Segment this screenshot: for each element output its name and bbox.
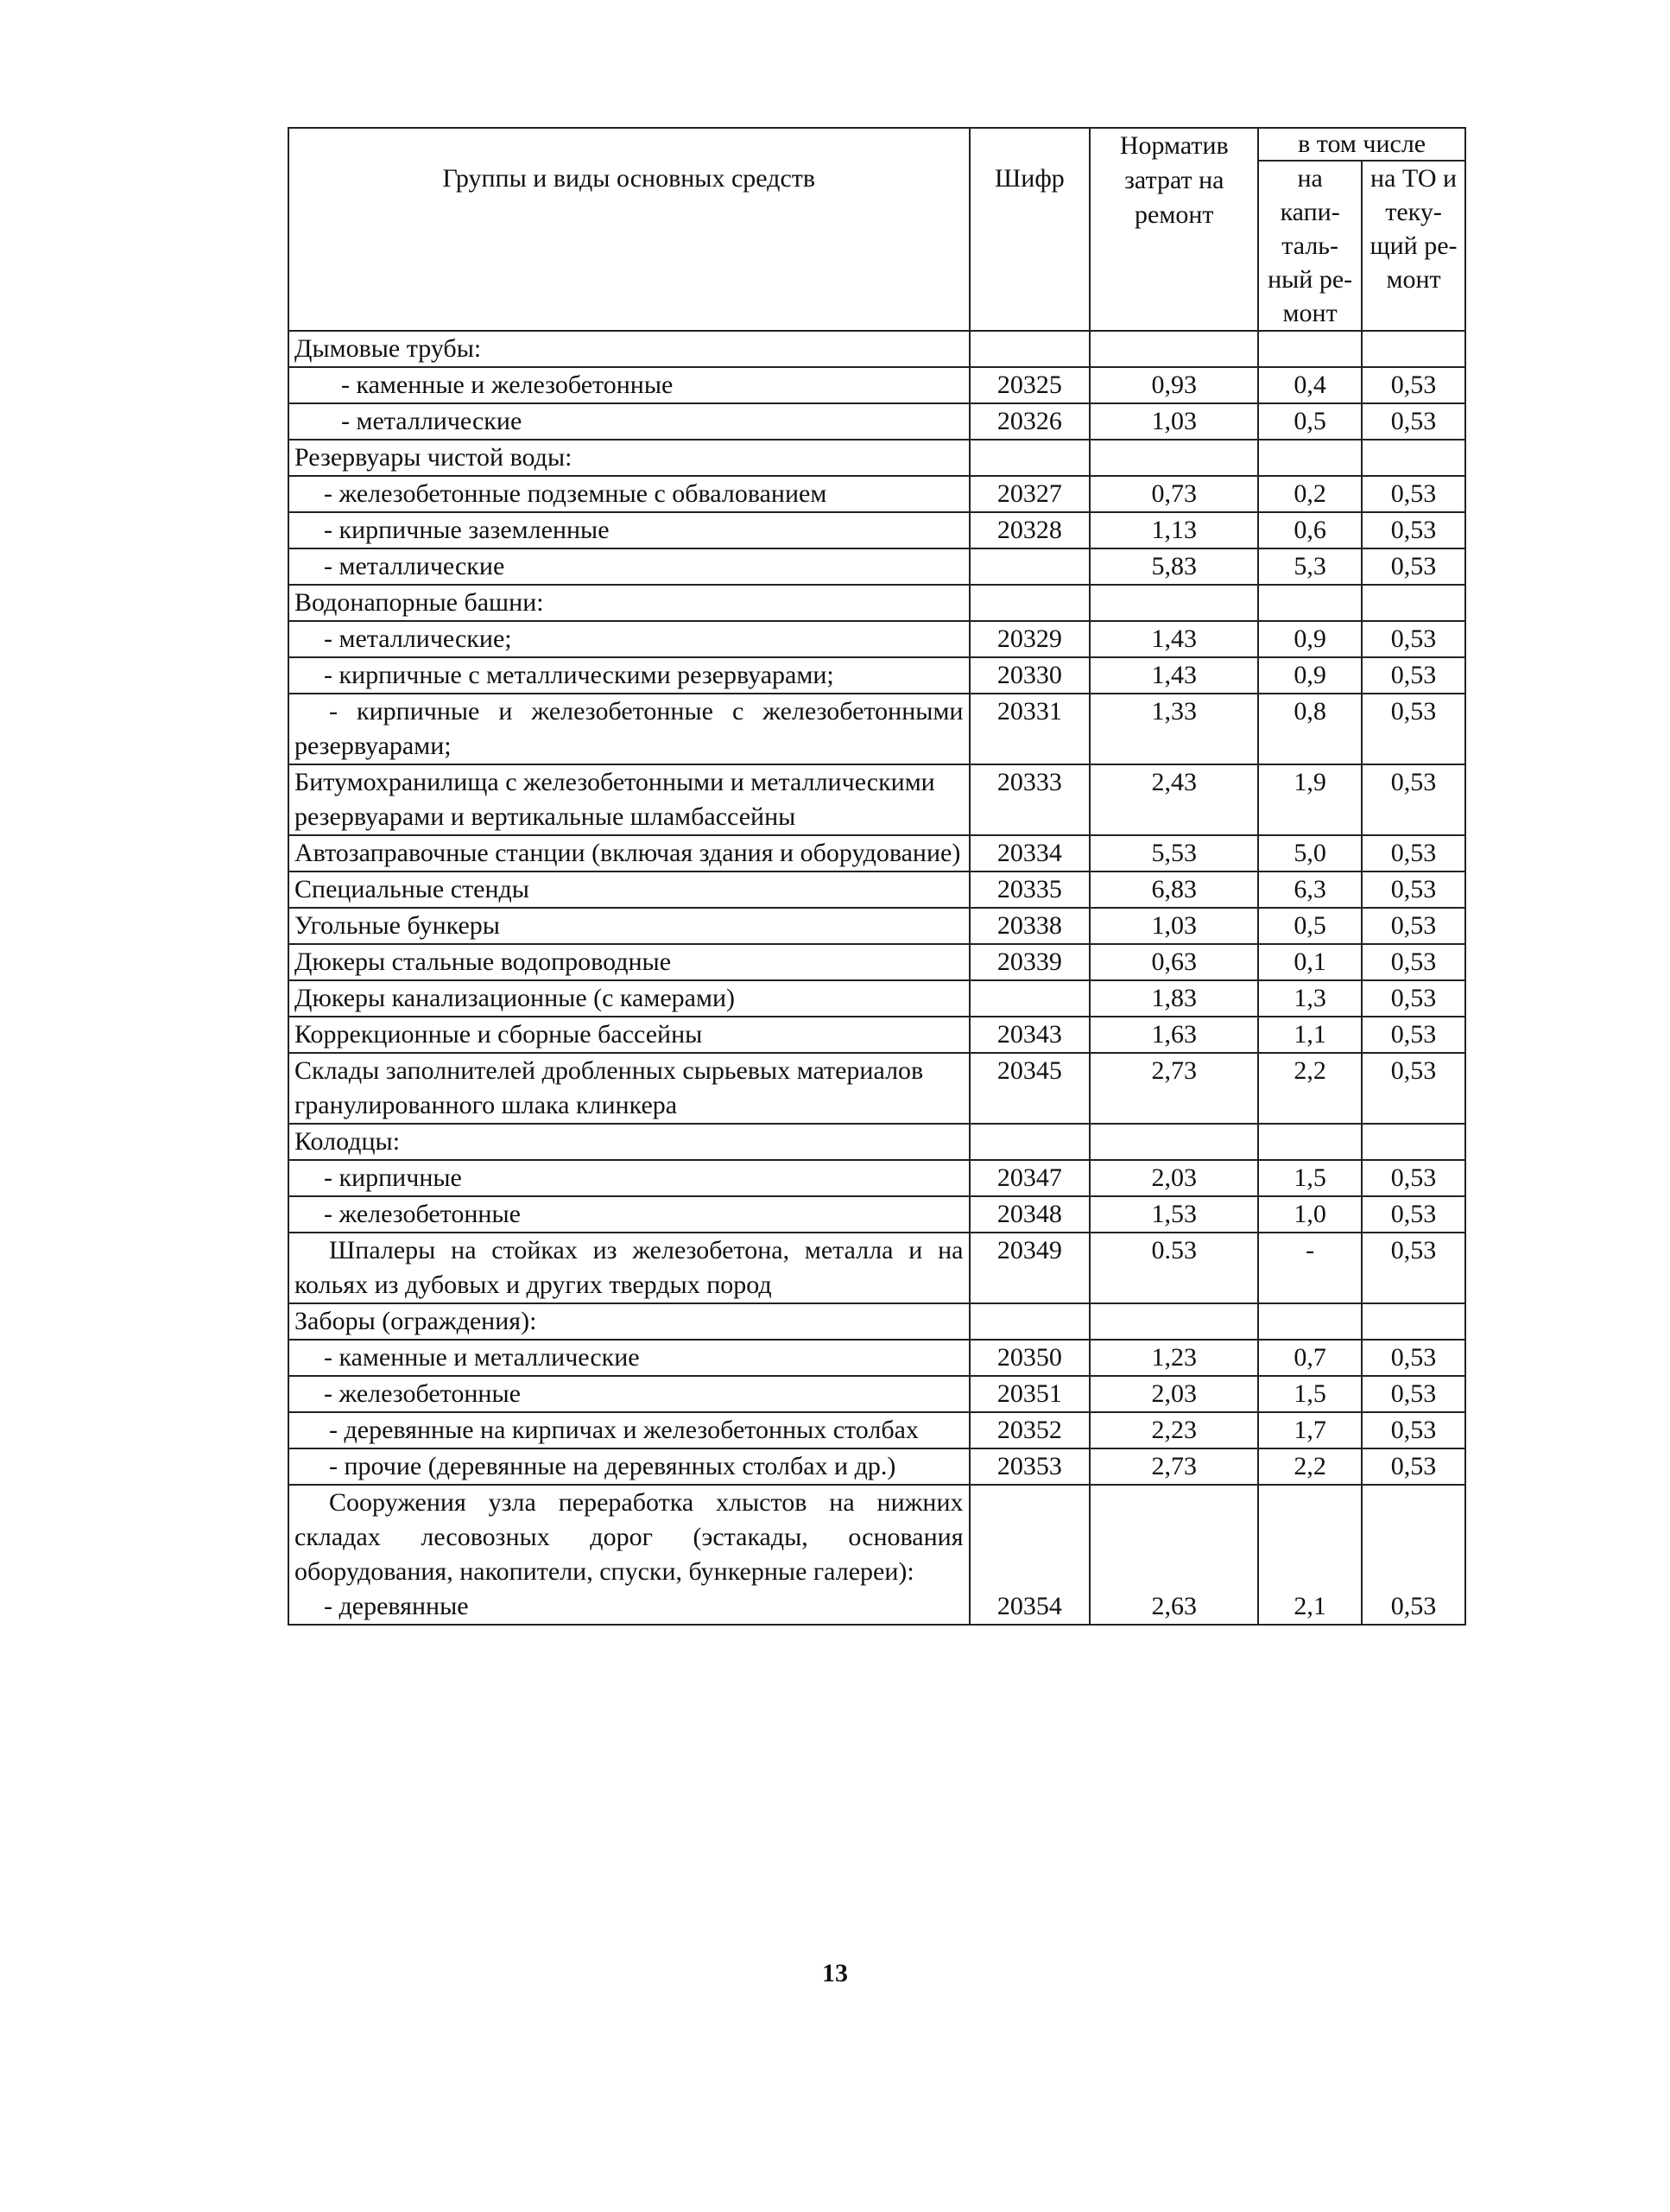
- row-code: 20351: [970, 1376, 1091, 1412]
- row-name: - металлические: [288, 403, 970, 440]
- row-capital: 0,4: [1258, 367, 1362, 403]
- row-name: - деревянные: [288, 1589, 970, 1625]
- row-name: - железобетонные: [288, 1196, 970, 1233]
- row-name: - каменные и металлические: [288, 1340, 970, 1376]
- row-total: 0,93: [1090, 367, 1258, 403]
- table-row: [288, 621, 1465, 657]
- row-capital: 0,7: [1258, 1340, 1362, 1376]
- table-row: [288, 1233, 1465, 1303]
- row-name: - кирпичные: [288, 1160, 970, 1196]
- table-row: [288, 764, 1465, 835]
- table-row: [288, 1160, 1465, 1196]
- header-groups: Группы и виды основных средств: [288, 128, 970, 331]
- row-capital: -: [1258, 1233, 1362, 1303]
- table-row: [288, 1448, 1465, 1485]
- row-code: [970, 331, 1091, 367]
- row-name: Заборы (ограждения):: [288, 1303, 970, 1340]
- row-capital: 1,9: [1258, 764, 1362, 835]
- row-capital: 1,5: [1258, 1160, 1362, 1196]
- table-row: [288, 1196, 1465, 1233]
- row-capital: 2,2: [1258, 1053, 1362, 1124]
- row-capital: [1258, 1124, 1362, 1160]
- row-maintenance: 0,53: [1362, 980, 1465, 1017]
- row-code: [970, 440, 1091, 476]
- table-row: [288, 1589, 1465, 1625]
- row-maintenance: 0,53: [1362, 367, 1465, 403]
- row-total: 1,43: [1090, 657, 1258, 694]
- row-name: - железобетонные подземные с обвалованием: [288, 476, 970, 512]
- table-row: [288, 1017, 1465, 1053]
- row-capital: [1258, 440, 1362, 476]
- table-row: [288, 585, 1465, 621]
- row-total: [1090, 440, 1258, 476]
- table-header: [288, 128, 1465, 331]
- table-body: [288, 331, 1465, 1625]
- row-name: Дюкеры стальные водопроводные: [288, 944, 970, 980]
- row-total: 2,03: [1090, 1160, 1258, 1196]
- row-code: [970, 1124, 1091, 1160]
- row-capital: 1,1: [1258, 1017, 1362, 1053]
- row-name: Автозаправочные станции (включая здания и оборудование): [288, 835, 970, 871]
- row-name: Колодцы:: [288, 1124, 970, 1160]
- row-name: Специальные стенды: [288, 871, 970, 908]
- header-total: Норматив затрат на ремонт: [1090, 128, 1258, 331]
- row-total: 0,73: [1090, 476, 1258, 512]
- row-capital: 0,1: [1258, 944, 1362, 980]
- row-code: 20327: [970, 476, 1091, 512]
- table-row: [288, 1053, 1465, 1124]
- table-row: [288, 440, 1465, 476]
- row-code: 20331: [970, 694, 1091, 764]
- row-total: 2,73: [1090, 1053, 1258, 1124]
- row-maintenance: 0,53: [1362, 835, 1465, 871]
- row-maintenance: 0,53: [1362, 764, 1465, 835]
- row-total: 2,43: [1090, 764, 1258, 835]
- row-maintenance: 0,53: [1362, 1589, 1465, 1625]
- row-total: 1,43: [1090, 621, 1258, 657]
- row-name: - кирпичные и железобетонные с железобетонными резервуарами;: [288, 694, 970, 764]
- row-name: Водонапорные башни:: [288, 585, 970, 621]
- header-including: в том числе: [1258, 128, 1465, 161]
- table-row: [288, 1412, 1465, 1448]
- row-maintenance: [1362, 1303, 1465, 1340]
- row-capital: 0,8: [1258, 694, 1362, 764]
- table-row: [288, 835, 1465, 871]
- table-row: [288, 476, 1465, 512]
- row-total: 5,53: [1090, 835, 1258, 871]
- table-row: [288, 980, 1465, 1017]
- row-code: [970, 980, 1091, 1017]
- row-capital: 0,5: [1258, 908, 1362, 944]
- row-total: [1090, 585, 1258, 621]
- row-maintenance: 0,53: [1362, 621, 1465, 657]
- row-code: 20335: [970, 871, 1091, 908]
- header-capital: на капи- таль- ный ре- монт: [1258, 161, 1362, 331]
- row-total: 1,03: [1090, 403, 1258, 440]
- row-capital: 1,0: [1258, 1196, 1362, 1233]
- row-name: Резервуары чистой воды:: [288, 440, 970, 476]
- row-code: 20349: [970, 1233, 1091, 1303]
- row-code: 20328: [970, 512, 1091, 548]
- row-name: Битумохранилища с железобетонными и металлическими резервуарами и вертикальные шламбассейны: [288, 764, 970, 835]
- row-maintenance: 0,53: [1362, 476, 1465, 512]
- row-capital: [1258, 331, 1362, 367]
- table-row: [288, 367, 1465, 403]
- row-name: - железобетонные: [288, 1376, 970, 1412]
- row-maintenance: 0,53: [1362, 871, 1465, 908]
- row-capital: 1,3: [1258, 980, 1362, 1017]
- row-total: [1090, 1303, 1258, 1340]
- header-code: Шифр: [970, 128, 1091, 331]
- row-name: - деревянные на кирпичах и железобетонных столбах: [288, 1412, 970, 1448]
- row-name: Дымовые трубы:: [288, 331, 970, 367]
- row-name: - кирпичные заземленные: [288, 512, 970, 548]
- row-maintenance: [1362, 1485, 1465, 1589]
- row-maintenance: [1362, 585, 1465, 621]
- row-capital: 1,5: [1258, 1376, 1362, 1412]
- row-name: Шпалеры на стойках из железобетона, металла и на кольях из дубовых и других твердых пород: [288, 1233, 970, 1303]
- row-maintenance: 0,53: [1362, 1017, 1465, 1053]
- row-total: 2,63: [1090, 1589, 1258, 1625]
- table-row: [288, 871, 1465, 908]
- row-code: 20350: [970, 1340, 1091, 1376]
- row-code: 20353: [970, 1448, 1091, 1485]
- row-code: 20343: [970, 1017, 1091, 1053]
- row-total: 1,83: [1090, 980, 1258, 1017]
- row-capital: 5,0: [1258, 835, 1362, 871]
- table-row: [288, 1340, 1465, 1376]
- row-maintenance: [1362, 1124, 1465, 1160]
- row-total: 1,23: [1090, 1340, 1258, 1376]
- row-maintenance: [1362, 331, 1465, 367]
- row-name: Дюкеры канализационные (с камерами): [288, 980, 970, 1017]
- row-total: 0.53: [1090, 1233, 1258, 1303]
- row-code: 20334: [970, 835, 1091, 871]
- row-name: - прочие (деревянные на деревянных столбах и др.): [288, 1448, 970, 1485]
- row-code: 20352: [970, 1412, 1091, 1448]
- table-row: [288, 1376, 1465, 1412]
- row-code: 20326: [970, 403, 1091, 440]
- row-maintenance: 0,53: [1362, 657, 1465, 694]
- row-maintenance: 0,53: [1362, 694, 1465, 764]
- row-code: [970, 548, 1091, 585]
- row-code: 20347: [970, 1160, 1091, 1196]
- row-capital: 6,3: [1258, 871, 1362, 908]
- row-name: Угольные бункеры: [288, 908, 970, 944]
- row-code: [970, 1485, 1091, 1589]
- table-row: [288, 548, 1465, 585]
- table-row: [288, 694, 1465, 764]
- row-maintenance: 0,53: [1362, 512, 1465, 548]
- row-total: [1090, 1124, 1258, 1160]
- row-capital: [1258, 1303, 1362, 1340]
- row-capital: 2,1: [1258, 1589, 1362, 1625]
- row-code: 20333: [970, 764, 1091, 835]
- row-name: - каменные и железобетонные: [288, 367, 970, 403]
- row-code: 20329: [970, 621, 1091, 657]
- row-capital: [1258, 1485, 1362, 1589]
- row-maintenance: 0,53: [1362, 1448, 1465, 1485]
- table-row: [288, 1124, 1465, 1160]
- table-row: [288, 944, 1465, 980]
- norms-table: [288, 127, 1466, 1626]
- row-maintenance: 0,53: [1362, 548, 1465, 585]
- row-capital: 2,2: [1258, 1448, 1362, 1485]
- row-code: 20339: [970, 944, 1091, 980]
- row-code: 20354: [970, 1589, 1091, 1625]
- table-row: [288, 908, 1465, 944]
- row-total: 0,63: [1090, 944, 1258, 980]
- row-total: 2,73: [1090, 1448, 1258, 1485]
- row-total: [1090, 1485, 1258, 1589]
- row-total: 1,03: [1090, 908, 1258, 944]
- row-name: Склады заполнителей дробленных сырьевых материалов гранулированного шлака клинкера: [288, 1053, 970, 1124]
- table-row: [288, 331, 1465, 367]
- row-capital: 5,3: [1258, 548, 1362, 585]
- row-name: Коррекционные и сборные бассейны: [288, 1017, 970, 1053]
- row-code: 20338: [970, 908, 1091, 944]
- row-maintenance: 0,53: [1362, 1053, 1465, 1124]
- row-name: - металлические;: [288, 621, 970, 657]
- row-code: 20325: [970, 367, 1091, 403]
- table-row: [288, 512, 1465, 548]
- page-number: 13: [822, 1959, 848, 1987]
- header-maintenance: на ТО и теку- щий ре- монт: [1362, 161, 1465, 331]
- row-total: [1090, 331, 1258, 367]
- row-name: - металлические: [288, 548, 970, 585]
- row-maintenance: 0,53: [1362, 908, 1465, 944]
- row-maintenance: 0,53: [1362, 403, 1465, 440]
- row-code: 20330: [970, 657, 1091, 694]
- row-code: 20348: [970, 1196, 1091, 1233]
- row-total: 1,53: [1090, 1196, 1258, 1233]
- row-maintenance: 0,53: [1362, 1196, 1465, 1233]
- row-capital: 0,9: [1258, 621, 1362, 657]
- row-capital: 1,7: [1258, 1412, 1362, 1448]
- row-total: 2,23: [1090, 1412, 1258, 1448]
- table-row: [288, 1485, 1465, 1589]
- table-row: [288, 403, 1465, 440]
- row-total: 2,03: [1090, 1376, 1258, 1412]
- row-capital: [1258, 585, 1362, 621]
- row-maintenance: 0,53: [1362, 1160, 1465, 1196]
- row-maintenance: [1362, 440, 1465, 476]
- row-name: - кирпичные с металлическими резервуарами;: [288, 657, 970, 694]
- row-capital: 0,2: [1258, 476, 1362, 512]
- row-code: 20345: [970, 1053, 1091, 1124]
- row-maintenance: 0,53: [1362, 1412, 1465, 1448]
- row-capital: 0,9: [1258, 657, 1362, 694]
- row-total: 1,63: [1090, 1017, 1258, 1053]
- row-maintenance: 0,53: [1362, 1340, 1465, 1376]
- table-row: [288, 657, 1465, 694]
- row-maintenance: 0,53: [1362, 1233, 1465, 1303]
- row-code: [970, 1303, 1091, 1340]
- row-name: Сооружения узла переработка хлыстов на нижних складах лесовозных дорог (эстакады, основания оборудования, накопители, спуски, бункерные галереи):: [288, 1485, 970, 1589]
- row-maintenance: 0,53: [1362, 1376, 1465, 1412]
- row-capital: 0,5: [1258, 403, 1362, 440]
- table-row: [288, 1303, 1465, 1340]
- row-total: 1,13: [1090, 512, 1258, 548]
- row-maintenance: 0,53: [1362, 944, 1465, 980]
- row-capital: 0,6: [1258, 512, 1362, 548]
- row-total: 1,33: [1090, 694, 1258, 764]
- row-total: 5,83: [1090, 548, 1258, 585]
- row-code: [970, 585, 1091, 621]
- row-total: 6,83: [1090, 871, 1258, 908]
